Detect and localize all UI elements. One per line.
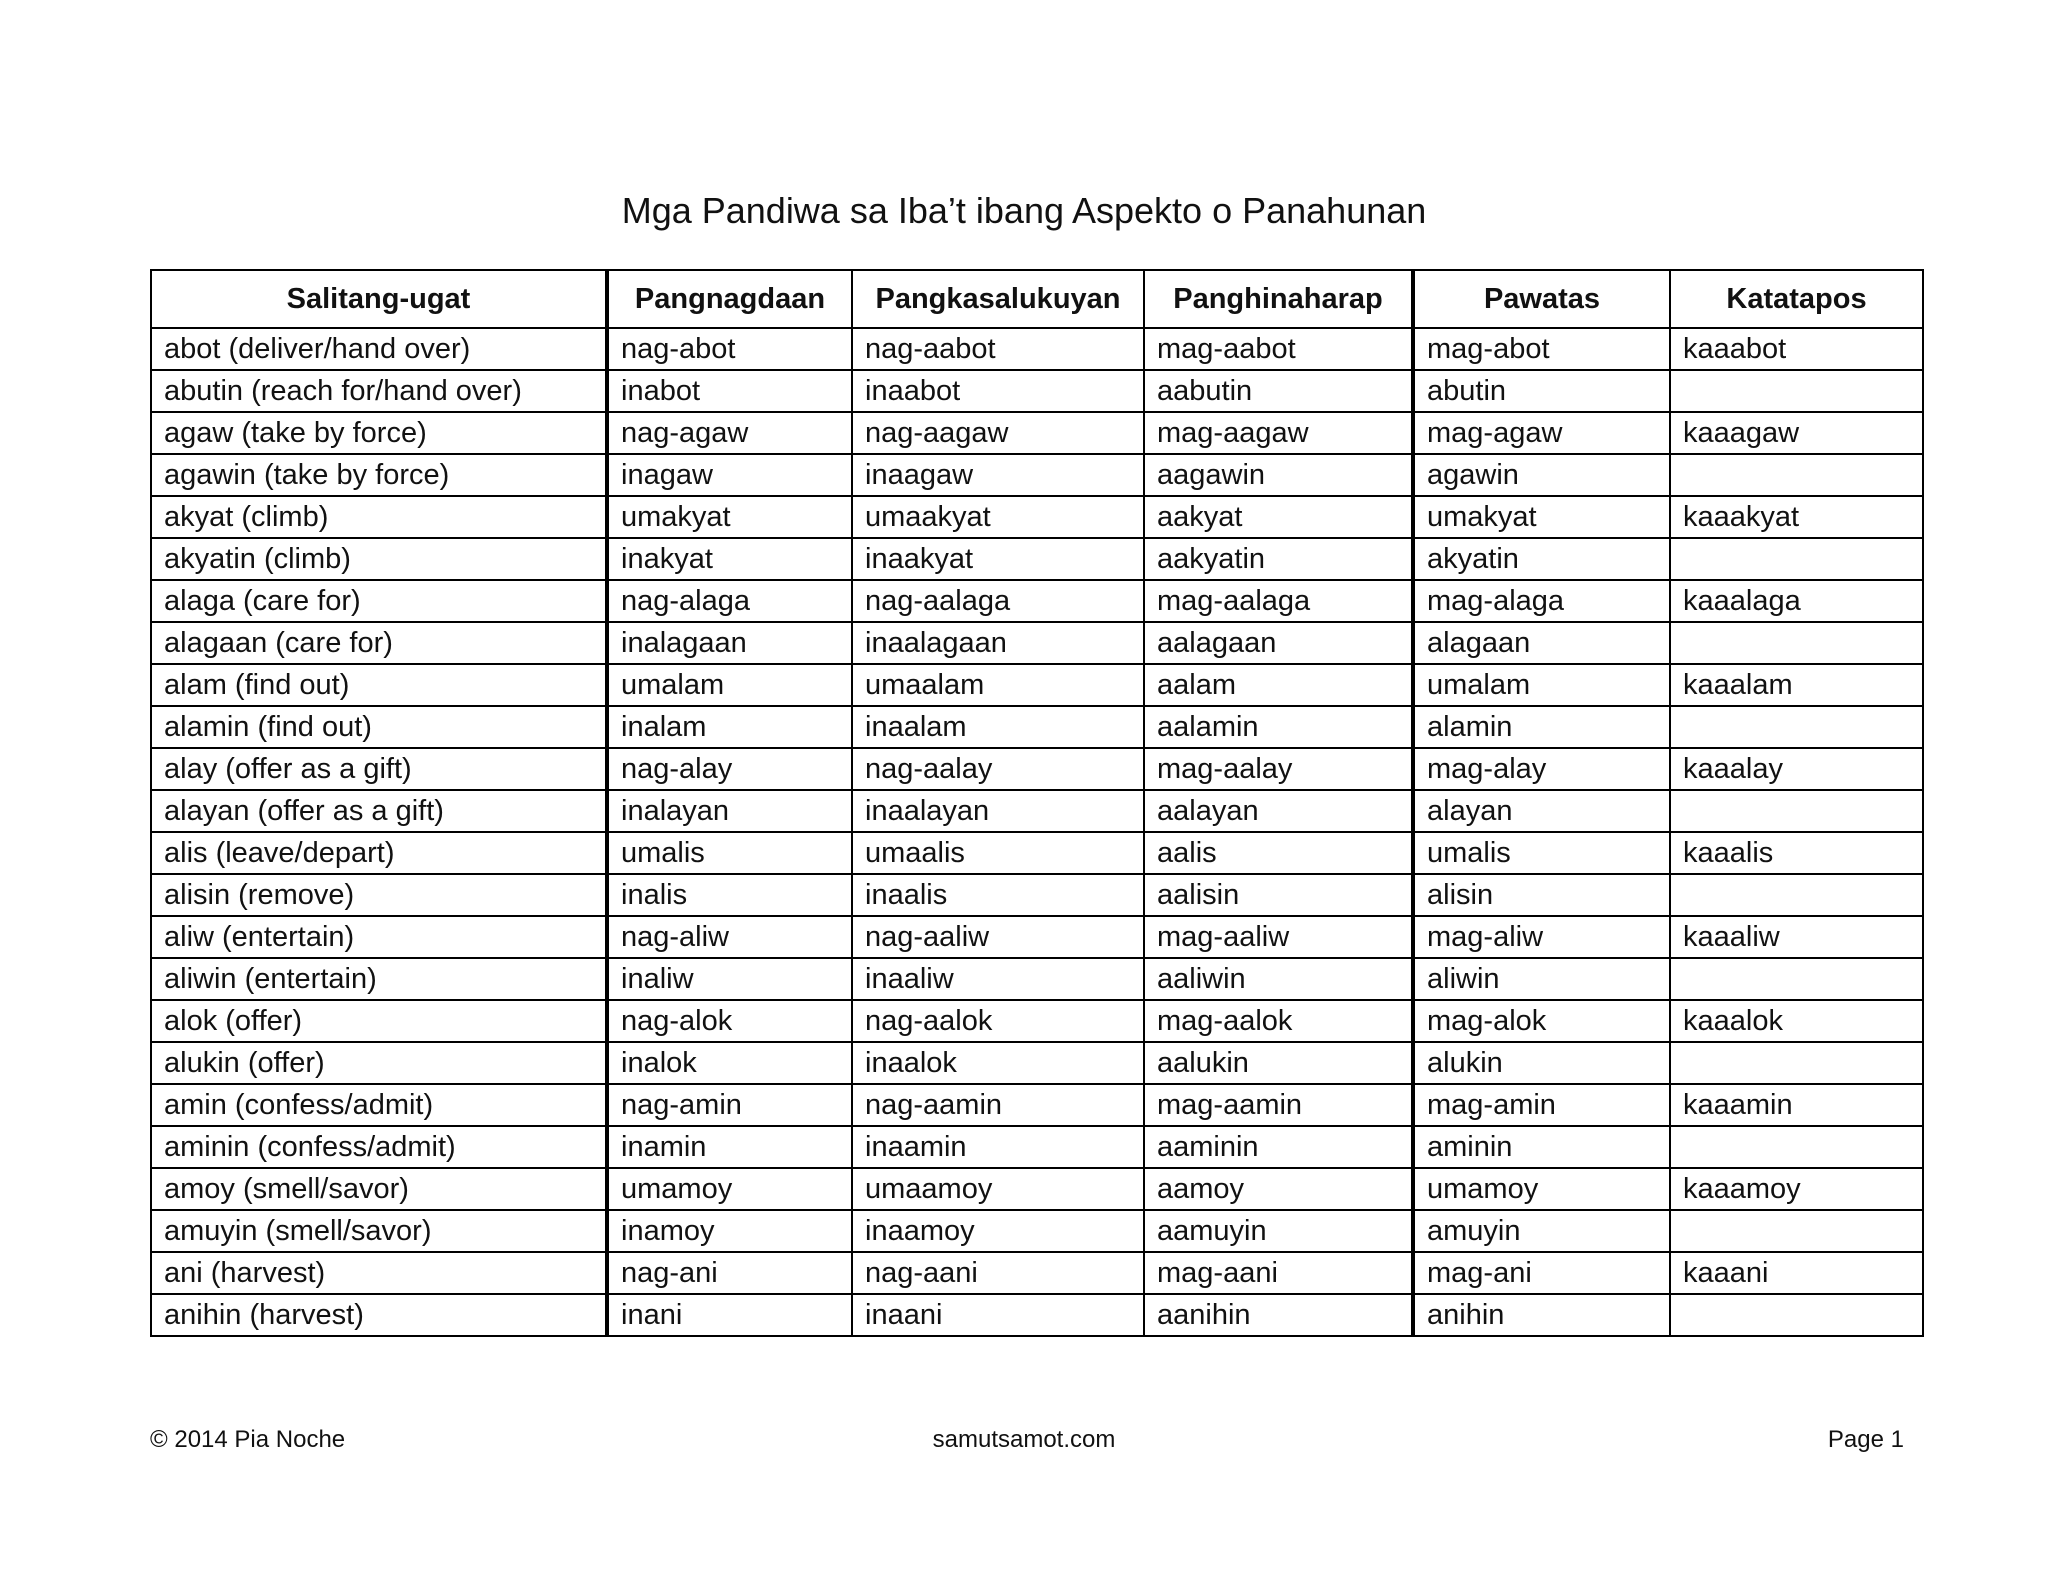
cell-panghinaharap: aamoy <box>1144 1168 1413 1210</box>
cell-katatapos <box>1670 538 1923 580</box>
cell-pangkasalukuyan: inaamin <box>852 1126 1144 1168</box>
cell-pangkasalukuyan: inaakyat <box>852 538 1144 580</box>
cell-panghinaharap: aalis <box>1144 832 1413 874</box>
cell-katatapos: kaaaliw <box>1670 916 1923 958</box>
cell-katatapos <box>1670 706 1923 748</box>
cell-pawatas: umakyat <box>1413 496 1670 538</box>
cell-katatapos <box>1670 622 1923 664</box>
cell-pangnagdaan: umakyat <box>607 496 852 538</box>
cell-salitang-ugat: alaga (care for) <box>151 580 607 622</box>
cell-pangkasalukuyan: inaalayan <box>852 790 1144 832</box>
cell-salitang-ugat: aliw (entertain) <box>151 916 607 958</box>
header-katatapos: Katatapos <box>1670 270 1923 328</box>
cell-salitang-ugat: akyat (climb) <box>151 496 607 538</box>
table-row <box>151 580 1923 622</box>
cell-pawatas: mag-agaw <box>1413 412 1670 454</box>
cell-pangnagdaan: inalagaan <box>607 622 852 664</box>
table-row <box>151 706 1923 748</box>
header-pawatas: Pawatas <box>1413 270 1670 328</box>
cell-pangkasalukuyan: nag-aalay <box>852 748 1144 790</box>
table-row <box>151 1042 1923 1084</box>
cell-pawatas: agawin <box>1413 454 1670 496</box>
cell-pangkasalukuyan: inaaliw <box>852 958 1144 1000</box>
cell-pawatas: aliwin <box>1413 958 1670 1000</box>
cell-pangnagdaan: nag-alaga <box>607 580 852 622</box>
cell-panghinaharap: mag-aagaw <box>1144 412 1413 454</box>
cell-salitang-ugat: alukin (offer) <box>151 1042 607 1084</box>
cell-katatapos: kaaamoy <box>1670 1168 1923 1210</box>
cell-pangkasalukuyan: inaabot <box>852 370 1144 412</box>
cell-salitang-ugat: alisin (remove) <box>151 874 607 916</box>
cell-panghinaharap: aalisin <box>1144 874 1413 916</box>
cell-pawatas: umalam <box>1413 664 1670 706</box>
cell-salitang-ugat: alagaan (care for) <box>151 622 607 664</box>
cell-pangnagdaan: inaliw <box>607 958 852 1000</box>
cell-panghinaharap: aalukin <box>1144 1042 1413 1084</box>
header-pangkasalukuyan: Pangkasalukuyan <box>852 270 1144 328</box>
table-row <box>151 370 1923 412</box>
cell-pangkasalukuyan: nag-aabot <box>852 328 1144 370</box>
table-row <box>151 1000 1923 1042</box>
cell-pawatas: mag-abot <box>1413 328 1670 370</box>
header-salitang-ugat: Salitang-ugat <box>151 270 607 328</box>
cell-salitang-ugat: ani (harvest) <box>151 1252 607 1294</box>
cell-katatapos: kaaamin <box>1670 1084 1923 1126</box>
cell-panghinaharap: mag-aalok <box>1144 1000 1413 1042</box>
cell-pangkasalukuyan: umaamoy <box>852 1168 1144 1210</box>
cell-katatapos <box>1670 874 1923 916</box>
table-row <box>151 664 1923 706</box>
cell-pawatas: aminin <box>1413 1126 1670 1168</box>
table-row <box>151 1210 1923 1252</box>
cell-salitang-ugat: alamin (find out) <box>151 706 607 748</box>
cell-pangkasalukuyan: inaani <box>852 1294 1144 1336</box>
cell-salitang-ugat: amuyin (smell/savor) <box>151 1210 607 1252</box>
cell-katatapos <box>1670 1042 1923 1084</box>
cell-pawatas: akyatin <box>1413 538 1670 580</box>
cell-pangnagdaan: nag-ani <box>607 1252 852 1294</box>
cell-katatapos: kaaalis <box>1670 832 1923 874</box>
cell-salitang-ugat: alok (offer) <box>151 1000 607 1042</box>
cell-panghinaharap: aalam <box>1144 664 1413 706</box>
cell-pangnagdaan: inalok <box>607 1042 852 1084</box>
cell-salitang-ugat: aliwin (entertain) <box>151 958 607 1000</box>
table-row <box>151 454 1923 496</box>
table-row <box>151 832 1923 874</box>
cell-panghinaharap: mag-aamin <box>1144 1084 1413 1126</box>
table-row <box>151 1294 1923 1336</box>
table-row <box>151 1168 1923 1210</box>
cell-panghinaharap: aanihin <box>1144 1294 1413 1336</box>
cell-panghinaharap: mag-aalaga <box>1144 580 1413 622</box>
cell-pangnagdaan: inalayan <box>607 790 852 832</box>
cell-panghinaharap: aaminin <box>1144 1126 1413 1168</box>
cell-panghinaharap: aakyatin <box>1144 538 1413 580</box>
verb-table <box>150 269 1924 1337</box>
cell-panghinaharap: aakyat <box>1144 496 1413 538</box>
cell-pangkasalukuyan: inaalis <box>852 874 1144 916</box>
table-row <box>151 622 1923 664</box>
cell-pawatas: mag-aliw <box>1413 916 1670 958</box>
cell-pawatas: mag-alaga <box>1413 580 1670 622</box>
cell-salitang-ugat: abot (deliver/hand over) <box>151 328 607 370</box>
cell-salitang-ugat: alam (find out) <box>151 664 607 706</box>
cell-salitang-ugat: agaw (take by force) <box>151 412 607 454</box>
cell-pangnagdaan: inalam <box>607 706 852 748</box>
cell-pangkasalukuyan: inaagaw <box>852 454 1144 496</box>
cell-salitang-ugat: aminin (confess/admit) <box>151 1126 607 1168</box>
cell-panghinaharap: aalagaan <box>1144 622 1413 664</box>
cell-pawatas: alisin <box>1413 874 1670 916</box>
cell-pawatas: umalis <box>1413 832 1670 874</box>
cell-panghinaharap: mag-aani <box>1144 1252 1413 1294</box>
cell-salitang-ugat: alis (leave/depart) <box>151 832 607 874</box>
table-row <box>151 412 1923 454</box>
cell-pangnagdaan: nag-amin <box>607 1084 852 1126</box>
header-pangnagdaan: Pangnagdaan <box>607 270 852 328</box>
cell-katatapos: kaaani <box>1670 1252 1923 1294</box>
cell-pangnagdaan: inalis <box>607 874 852 916</box>
cell-pawatas: amuyin <box>1413 1210 1670 1252</box>
cell-pangkasalukuyan: umaalam <box>852 664 1144 706</box>
table-row <box>151 874 1923 916</box>
cell-panghinaharap: mag-aalay <box>1144 748 1413 790</box>
cell-katatapos: kaaalok <box>1670 1000 1923 1042</box>
cell-panghinaharap: aalayan <box>1144 790 1413 832</box>
cell-pangkasalukuyan: nag-aaliw <box>852 916 1144 958</box>
table-row <box>151 1126 1923 1168</box>
page-title: Mga Pandiwa sa Iba’t ibang Aspekto o Panahunan <box>621 190 1427 231</box>
cell-salitang-ugat: abutin (reach for/hand over) <box>151 370 607 412</box>
cell-pangnagdaan: inakyat <box>607 538 852 580</box>
cell-katatapos: kaaabot <box>1670 328 1923 370</box>
cell-pawatas: alamin <box>1413 706 1670 748</box>
cell-salitang-ugat: agawin (take by force) <box>151 454 607 496</box>
cell-pangnagdaan: nag-abot <box>607 328 852 370</box>
table-row <box>151 328 1923 370</box>
cell-pangnagdaan: inabot <box>607 370 852 412</box>
table-row <box>151 916 1923 958</box>
cell-panghinaharap: mag-aaliw <box>1144 916 1413 958</box>
cell-pawatas: alayan <box>1413 790 1670 832</box>
cell-pangnagdaan: nag-aliw <box>607 916 852 958</box>
cell-panghinaharap: aagawin <box>1144 454 1413 496</box>
cell-katatapos <box>1670 370 1923 412</box>
cell-katatapos <box>1670 790 1923 832</box>
cell-pangkasalukuyan: inaalok <box>852 1042 1144 1084</box>
cell-pawatas: mag-alay <box>1413 748 1670 790</box>
table-row <box>151 496 1923 538</box>
cell-salitang-ugat: amoy (smell/savor) <box>151 1168 607 1210</box>
cell-salitang-ugat: alay (offer as a gift) <box>151 748 607 790</box>
cell-panghinaharap: aalamin <box>1144 706 1413 748</box>
cell-pangkasalukuyan: umaalis <box>852 832 1144 874</box>
cell-pangnagdaan: inani <box>607 1294 852 1336</box>
cell-pangnagdaan: inamin <box>607 1126 852 1168</box>
cell-katatapos: kaaalay <box>1670 748 1923 790</box>
cell-pawatas: alagaan <box>1413 622 1670 664</box>
header-panghinaharap: Panghinaharap <box>1144 270 1413 328</box>
cell-pangnagdaan: inagaw <box>607 454 852 496</box>
table-row <box>151 748 1923 790</box>
cell-katatapos <box>1670 1294 1923 1336</box>
cell-katatapos <box>1670 1126 1923 1168</box>
footer-copyright: © 2014 Pia Noche <box>150 1426 346 1453</box>
cell-pangkasalukuyan: nag-aalaga <box>852 580 1144 622</box>
cell-katatapos: kaaalaga <box>1670 580 1923 622</box>
cell-katatapos: kaaagaw <box>1670 412 1923 454</box>
cell-pangnagdaan: nag-alok <box>607 1000 852 1042</box>
cell-katatapos: kaaakyat <box>1670 496 1923 538</box>
table-row <box>151 1252 1923 1294</box>
cell-pangnagdaan: umalis <box>607 832 852 874</box>
footer-website: samutsamot.com <box>932 1426 1116 1453</box>
table-body <box>151 328 1923 1336</box>
cell-pawatas: abutin <box>1413 370 1670 412</box>
table-header-row <box>151 270 1923 328</box>
cell-panghinaharap: aaliwin <box>1144 958 1413 1000</box>
cell-pangkasalukuyan: nag-aamin <box>852 1084 1144 1126</box>
footer-page-number: Page 1 <box>1827 1426 1904 1453</box>
cell-pangkasalukuyan: umaakyat <box>852 496 1144 538</box>
cell-panghinaharap: aamuyin <box>1144 1210 1413 1252</box>
cell-pangkasalukuyan: nag-aani <box>852 1252 1144 1294</box>
cell-pawatas: mag-amin <box>1413 1084 1670 1126</box>
cell-pangnagdaan: umamoy <box>607 1168 852 1210</box>
cell-pawatas: mag-alok <box>1413 1000 1670 1042</box>
table-row <box>151 790 1923 832</box>
cell-pawatas: umamoy <box>1413 1168 1670 1210</box>
cell-pangnagdaan: inamoy <box>607 1210 852 1252</box>
cell-katatapos <box>1670 454 1923 496</box>
cell-salitang-ugat: akyatin (climb) <box>151 538 607 580</box>
cell-pangkasalukuyan: nag-aalok <box>852 1000 1144 1042</box>
cell-pangnagdaan: nag-agaw <box>607 412 852 454</box>
cell-pawatas: mag-ani <box>1413 1252 1670 1294</box>
cell-salitang-ugat: amin (confess/admit) <box>151 1084 607 1126</box>
table-row <box>151 538 1923 580</box>
cell-katatapos <box>1670 958 1923 1000</box>
cell-katatapos <box>1670 1210 1923 1252</box>
cell-pangkasalukuyan: nag-aagaw <box>852 412 1144 454</box>
cell-pangkasalukuyan: inaamoy <box>852 1210 1144 1252</box>
table-row <box>151 958 1923 1000</box>
cell-panghinaharap: aabutin <box>1144 370 1413 412</box>
cell-pangnagdaan: nag-alay <box>607 748 852 790</box>
cell-pangkasalukuyan: inaalagaan <box>852 622 1144 664</box>
cell-salitang-ugat: alayan (offer as a gift) <box>151 790 607 832</box>
table-row <box>151 1084 1923 1126</box>
cell-salitang-ugat: anihin (harvest) <box>151 1294 607 1336</box>
cell-pangnagdaan: umalam <box>607 664 852 706</box>
cell-pawatas: anihin <box>1413 1294 1670 1336</box>
cell-panghinaharap: mag-aabot <box>1144 328 1413 370</box>
cell-pawatas: alukin <box>1413 1042 1670 1084</box>
cell-katatapos: kaaalam <box>1670 664 1923 706</box>
cell-pangkasalukuyan: inaalam <box>852 706 1144 748</box>
